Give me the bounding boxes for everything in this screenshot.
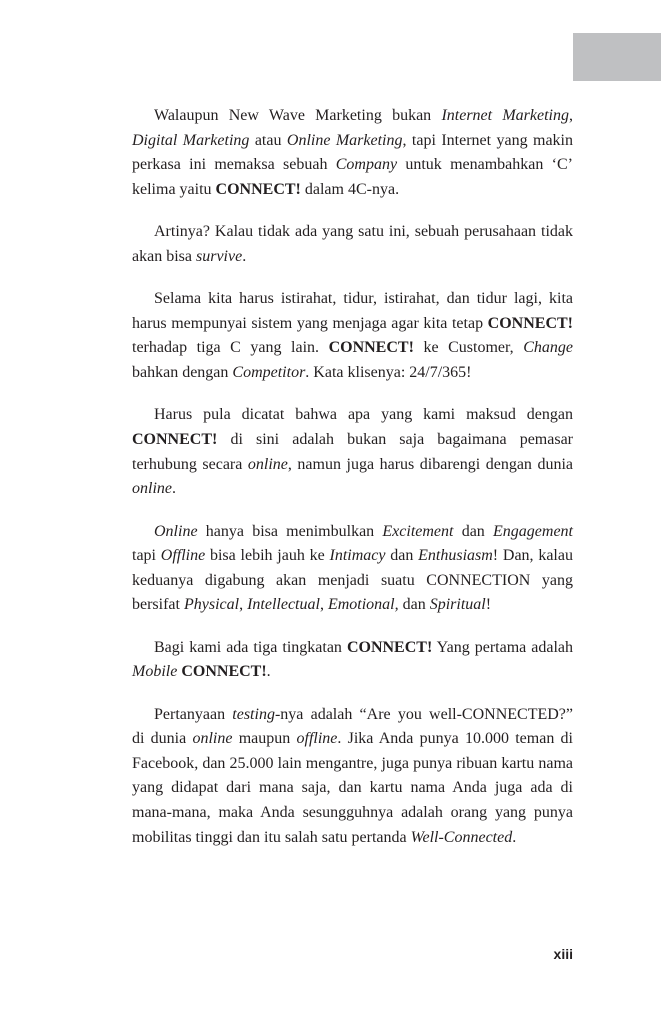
paragraph: [132, 703, 573, 851]
bold-text: CONNECT!: [181, 663, 267, 681]
paragraph: [132, 220, 573, 269]
text-run: hanya bisa menimbulkan: [197, 522, 383, 540]
body-text: [132, 104, 573, 868]
bold-text: CONNECT!: [487, 314, 573, 332]
text-run: bahkan dengan: [132, 363, 233, 381]
text-run: Harus pula dicatat bahwa apa yang kami maksud dengan: [154, 406, 573, 424]
text-run: .: [266, 663, 271, 681]
italic-text: Enthusiasm: [418, 547, 493, 565]
italic-text: Physical: [183, 596, 240, 614]
bold-text: CONNECT!: [132, 430, 218, 448]
italic-text: online: [132, 480, 172, 498]
italic-text: survive: [195, 247, 243, 265]
italic-text: Intellectual: [247, 596, 320, 614]
text-run: , namun juga harus dibarengi dengan dunia: [287, 455, 574, 473]
italic-text: Excitement: [382, 522, 454, 540]
text-run: ,: [239, 596, 248, 614]
text-run: Walaupun New Wave Marketing bukan: [154, 107, 442, 124]
corner-tab-marker: [573, 33, 661, 81]
text-run: dan: [385, 547, 419, 565]
text-run: .: [242, 247, 247, 265]
italic-text: testing: [232, 705, 275, 723]
text-run: dan: [453, 522, 494, 540]
paragraph: [132, 636, 573, 685]
text-run: dalam 4C-nya.: [300, 180, 400, 198]
paragraph: [132, 520, 573, 618]
italic-text: Competitor: [232, 363, 306, 381]
text-run: , tapi Internet yang makin perkasa ini memaksa sebuah: [132, 131, 573, 174]
text-run: dan: [398, 596, 430, 614]
italic-text: Online Marketing: [286, 131, 403, 149]
text-run: terhadap tiga C yang lain.: [132, 339, 329, 357]
italic-text: Spiritual: [429, 596, 486, 614]
text-run: . Jika Anda punya 10.000 teman di Facebook, dan 25.000 lain mengantre, juga punya ribuan kartu nama yang didapat dari mana saja, dan kartu nama Anda juga ada di mana-mana, maka Anda sesungguhnya adalah orang yang punya mobilitas tinggi dan itu salah satu pertanda: [132, 730, 574, 846]
italic-text: Company: [335, 156, 398, 174]
italic-text: Well-Connected: [410, 828, 513, 846]
italic-text: offline: [296, 730, 338, 748]
page-number: xiii: [553, 946, 573, 962]
text-run: .: [172, 480, 176, 498]
text-run: Pertanyaan: [154, 705, 233, 723]
paragraph: [132, 403, 573, 501]
italic-text: Internet Marketing: [441, 107, 570, 124]
text-run: .: [512, 828, 517, 846]
bold-text: CONNECT!: [328, 339, 414, 357]
text-run: maupun: [232, 730, 297, 748]
text-run: bisa lebih jauh ke: [205, 547, 330, 565]
italic-text: online: [192, 730, 233, 748]
text-run: untuk menambahkan ‘C’ kelima yaitu: [132, 156, 573, 198]
bold-text: CONNECT!: [215, 180, 301, 198]
text-run: Bagi kami ada tiga tingkatan: [154, 638, 347, 656]
text-run: tapi: [132, 547, 161, 565]
text-run: Selama kita harus istirahat, tidur, istirahat, dan tidur lagi, kita harus mempunyai sistem yang menjaga agar kita tetap: [132, 290, 573, 332]
paragraph: [132, 104, 573, 202]
text-run: -nya adalah “Are you well-CONNECTED?” di dunia: [132, 705, 573, 748]
italic-text: Emotional,: [327, 596, 399, 614]
bold-text: CONNECT!: [346, 638, 433, 656]
italic-text: Change: [523, 339, 573, 357]
text-run: atau: [249, 131, 287, 149]
italic-text: Intimacy: [329, 547, 386, 565]
text-run: !: [485, 596, 492, 614]
italic-text: Offline: [160, 547, 206, 565]
paragraph: [132, 287, 573, 385]
text-run: Yang pertama adalah: [432, 638, 574, 656]
text-run: ,: [319, 596, 328, 614]
text-run: Artinya? Kalau tidak ada yang satu ini, sebuah perusahaan tidak akan bisa: [132, 223, 573, 265]
italic-text: online: [247, 455, 288, 473]
text-run: . Kata klisenya: 24/7/365!: [305, 363, 472, 381]
italic-text: Online: [154, 522, 198, 540]
italic-text: Mobile: [132, 663, 178, 681]
text-run: di sini adalah bukan saja bagaimana pemasar terhubung secara: [132, 430, 573, 473]
italic-text: Engagement: [493, 522, 573, 540]
text-run: ke Customer,: [413, 339, 524, 357]
italic-text: Digital Marketing: [132, 131, 250, 149]
text-run: ! Dan, kalau keduanya digabung akan menjadi suatu CONNECTION yang bersifat: [132, 547, 573, 614]
text-run: ,: [569, 107, 574, 124]
